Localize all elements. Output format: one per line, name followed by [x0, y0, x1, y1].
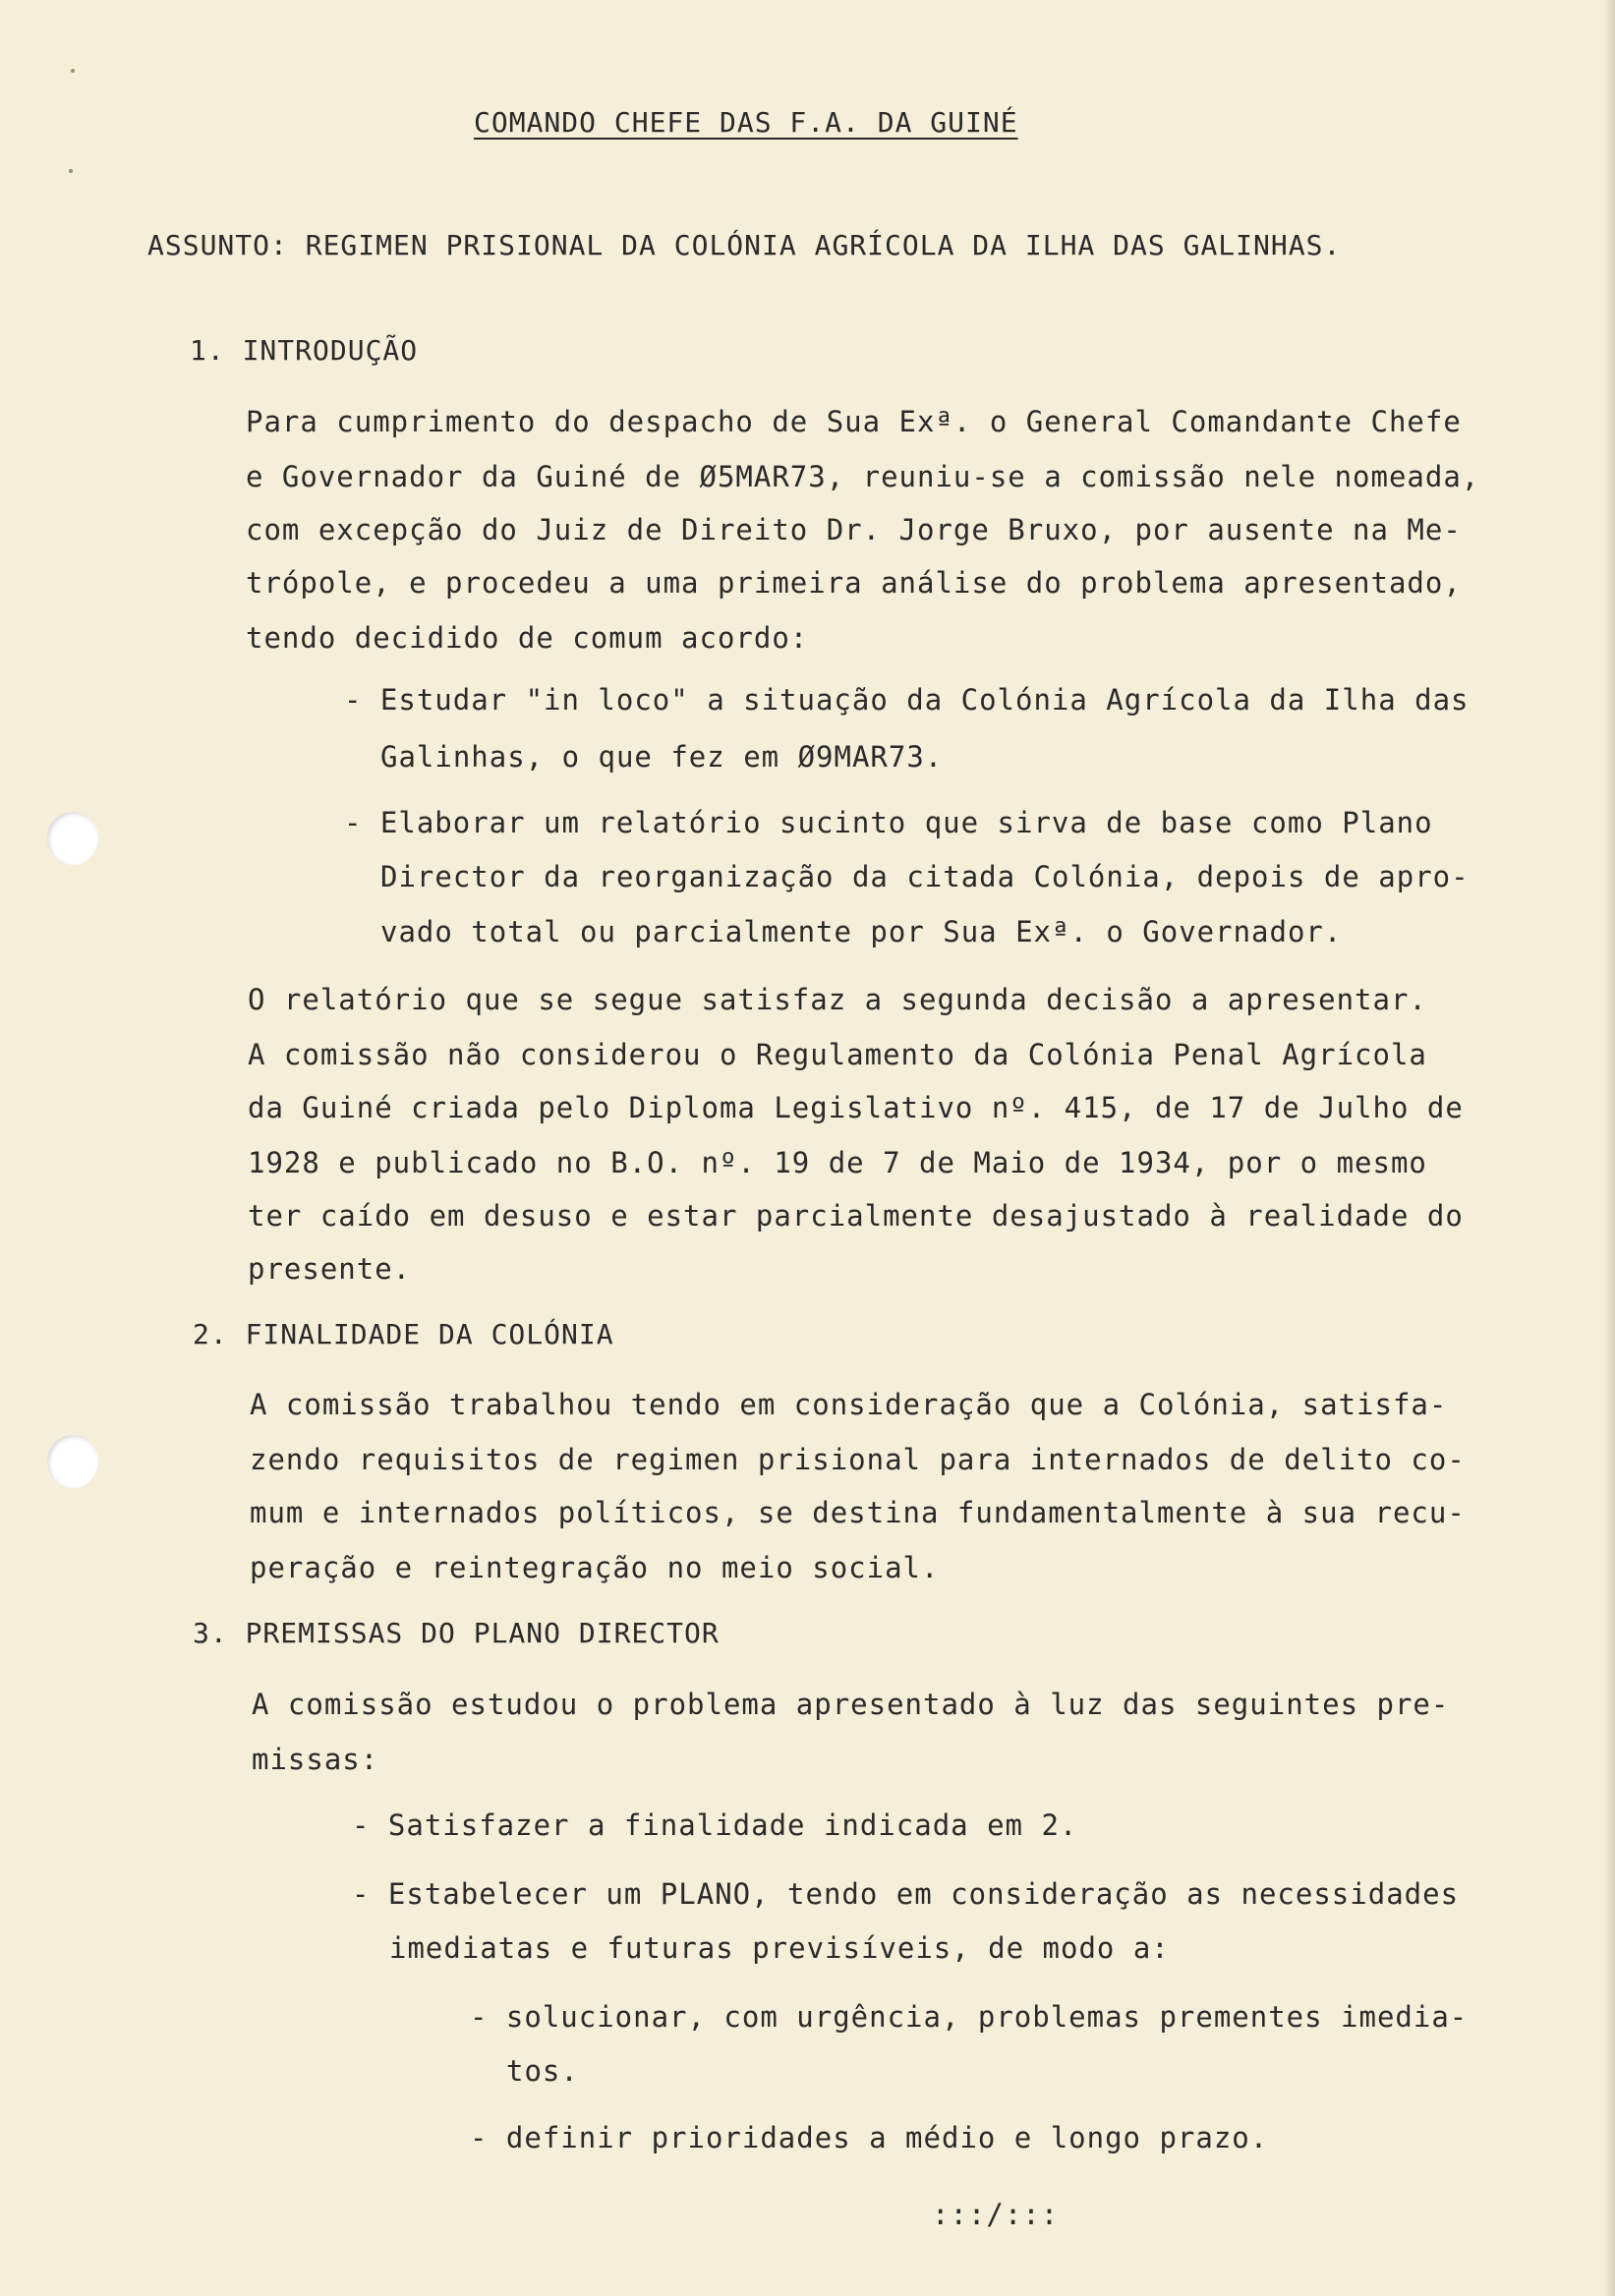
- section-2-heading: 2. FINALIDADE DA COLÓNIA: [193, 1318, 614, 1350]
- section-3-para-line: A comissão estudou o problema apresentado à luz das seguintes pre-: [252, 1688, 1450, 1721]
- section-1-para1-line: tendo decidido de comum acordo:: [246, 621, 809, 655]
- punch-hole-bottom: [47, 1435, 98, 1488]
- section-1-bullet1-line: Galinhas, o que fez em Ø9MAR73.: [380, 740, 944, 774]
- section-3-bullet1-line: - Satisfazer a finalidade indicada em 2.: [352, 1808, 1078, 1842]
- section-2-para-line: mum e internados políticos, se destina fundamentalmente à sua recu-: [250, 1496, 1466, 1529]
- section-2-para-line: A comissão trabalhou tendo em consideração que a Colónia, satisfa-: [250, 1388, 1448, 1421]
- subject-line: ASSUNTO: REGIMEN PRISIONAL DA COLÓNIA AGRÍCOLA DA ILHA DAS GALINHAS.: [147, 229, 1342, 261]
- section-1-para2-line: presente.: [248, 1252, 412, 1286]
- section-1-para2-line: O relatório que se segue satisfaz a segunda decisão a apresentar.: [248, 983, 1427, 1016]
- section-1-para2-line: A comissão não considerou o Regulamento da Colónia Penal Agrícola: [248, 1038, 1427, 1071]
- section-3-para-line: missas:: [252, 1743, 379, 1776]
- section-1-para2-line: ter caído em desuso e estar parcialmente desajustado à realidade do: [248, 1199, 1464, 1233]
- section-3-bullet2-line: imediatas e futuras previsíveis, de modo a:: [389, 1931, 1170, 1965]
- section-1-para2-line: da Guiné criada pelo Diploma Legislativo nº. 415, de 17 de Julho de: [248, 1091, 1464, 1124]
- section-3-heading: 3. PREMISSAS DO PLANO DIRECTOR: [193, 1617, 720, 1649]
- section-1-bullet2-line: vado total ou parcialmente por Sua Exª. o Governador.: [380, 915, 1343, 948]
- section-1-bullet1-line: - Estudar "in loco" a situação da Colónia Agrícola da Ilha das: [344, 683, 1470, 717]
- section-3-bullet2-line: - Estabelecer um PLANO, tendo em consideração as necessidades: [352, 1877, 1460, 1911]
- section-2-para-line: peração e reintegração no meio social.: [250, 1551, 940, 1584]
- punch-hole-top: [47, 812, 98, 865]
- paper-speck: [69, 169, 73, 173]
- page-edge-shadow: [1603, 0, 1615, 2296]
- section-1-para1-line: com excepção do Juiz de Direito Dr. Jorge Bruxo, por ausente na Me-: [246, 513, 1462, 546]
- section-1-para2-line: 1928 e publicado no B.O. nº. 19 de 7 de Maio de 1934, por o mesmo: [248, 1146, 1427, 1179]
- section-1-para1-line: trópole, e procedeu a uma primeira análise do problema apresentado,: [246, 566, 1462, 600]
- page-continuation-mark: :::/:::: [932, 2198, 1060, 2231]
- section-1-heading: 1. INTRODUÇÃO: [190, 334, 419, 367]
- section-1-bullet2-line: - Elaborar um relatório sucinto que sirva de base como Plano: [344, 806, 1433, 839]
- document-title: COMANDO CHEFE DAS F.A. DA GUINÉ: [474, 106, 1018, 139]
- section-3-sub1-line: - solucionar, com urgência, problemas prementes imedia-: [470, 2000, 1469, 2034]
- section-1-bullet2-line: Director da reorganização da citada Colónia, depois de apro-: [380, 860, 1470, 893]
- section-1-para1-line: Para cumprimento do despacho de Sua Exª. o General Comandante Chefe: [246, 405, 1462, 438]
- section-1-para1-line: e Governador da Guiné de Ø5MAR73, reuniu-se a comissão nele nomeada,: [246, 460, 1480, 493]
- paper-speck: [71, 69, 75, 73]
- section-3-sub1-line: tos.: [506, 2054, 579, 2088]
- section-2-para-line: zendo requisitos de regimen prisional para internados de delito co-: [250, 1443, 1466, 1476]
- section-3-sub2-line: - definir prioridades a médio e longo prazo.: [470, 2121, 1269, 2154]
